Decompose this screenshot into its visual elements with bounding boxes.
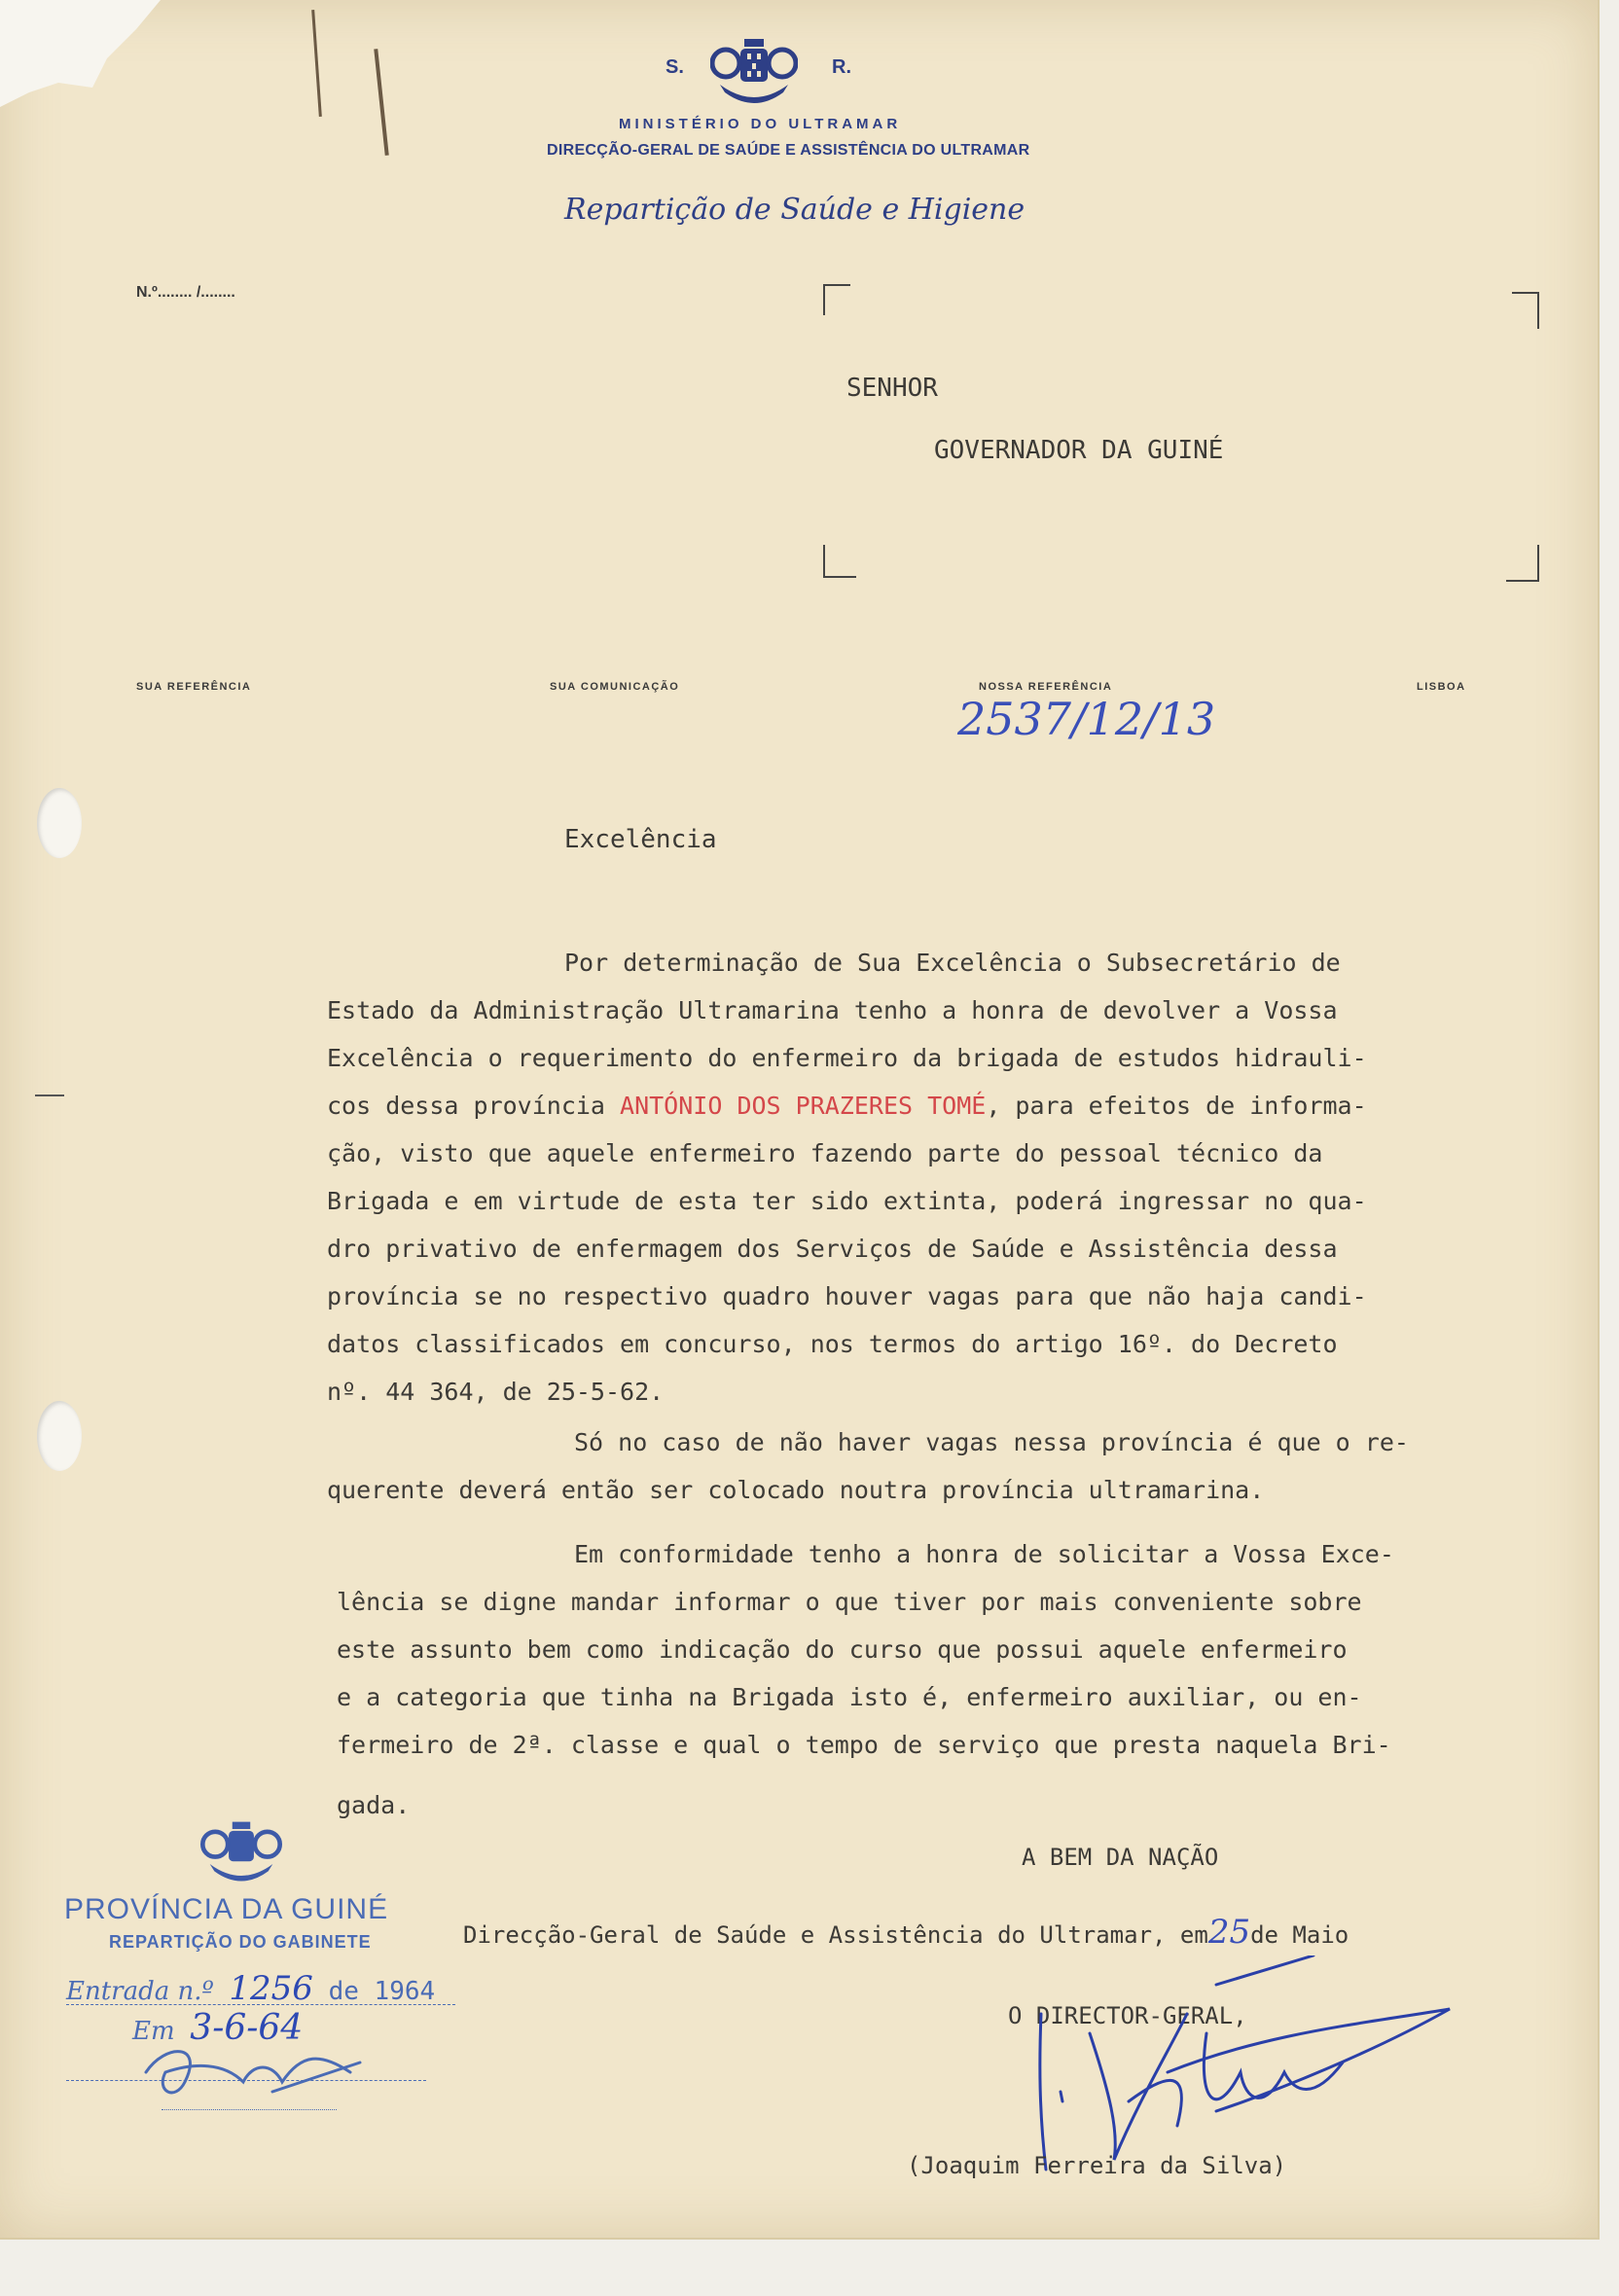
body-text: cos dessa província xyxy=(327,1092,621,1120)
label-sua-comunicacao: SUA COMUNICAÇÃO xyxy=(550,681,680,693)
stamp-rule xyxy=(66,2080,426,2081)
closing-place-date xyxy=(463,1913,1349,1952)
body-line-with-name xyxy=(327,1092,1367,1120)
window-bracket-bl xyxy=(823,545,856,578)
binder-mark xyxy=(374,49,388,156)
stamp-entry-label: Entrada n.º xyxy=(66,1977,214,2006)
addressee-line2: GOVERNADOR DA GUINÉ xyxy=(934,436,1224,465)
body-line: este assunto bem como indicação do curso que possui aquele enfermeiro xyxy=(337,1635,1348,1664)
signatory-title: O DIRECTOR-GERAL, xyxy=(1008,2002,1247,2029)
body-line: querente deverá então ser colocado noutra província ultramarina. xyxy=(327,1476,1265,1504)
addressee-line1: SENHOR xyxy=(846,374,938,403)
stamp-rule xyxy=(162,2109,337,2110)
stamp-entry-number: 1256 xyxy=(229,1969,313,2008)
body-line: nº. 44 364, de 25-5-62. xyxy=(327,1378,665,1406)
stamp-province: PROVÍNCIA DA GUINÉ xyxy=(64,1893,389,1925)
window-bracket-tl xyxy=(823,284,850,315)
body-line: Brigada e em virtude de esta ter sido extinta, poderá ingressar no qua- xyxy=(327,1187,1367,1215)
body-line: gada. xyxy=(337,1791,411,1819)
department-name: Repartição de Saúde e Higiene xyxy=(564,193,1025,227)
stamp-year: de 1964 xyxy=(328,1977,436,2006)
binder-mark xyxy=(311,10,322,117)
margin-mark xyxy=(35,1094,64,1096)
label-nossa-referencia: NOSSA REFERÊNCIA xyxy=(979,681,1113,693)
ministry-name: MINISTÉRIO DO ULTRAMAR xyxy=(619,116,902,132)
body-line: Por determinação de Sua Excelência o Subsecretário de xyxy=(564,949,1341,977)
stamp-initials xyxy=(126,2033,379,2121)
body-line: província se no respectivo quadro houver vagas para que não haja candi- xyxy=(327,1282,1367,1310)
place-text: Direcção-Geral de Saúde e Assistência do Ultramar, em xyxy=(463,1921,1208,1949)
body-line: Excelência o requerimento do enfermeiro da brigada de estudos hidrauli- xyxy=(327,1044,1367,1072)
punch-hole xyxy=(37,788,82,858)
month-text: de Maio xyxy=(1250,1921,1349,1949)
stamp-rule xyxy=(66,2004,455,2005)
number-field: N.º........ /........ xyxy=(136,284,235,301)
portuguese-coat-of-arms-icon xyxy=(197,1817,286,1887)
header-letter-s: S. xyxy=(666,56,684,78)
window-bracket-br xyxy=(1506,545,1539,582)
stamp-department: REPARTIÇÃO DO GABINETE xyxy=(109,1932,372,1952)
body-line: Em conformidade tenho a honra de solicitar a Vossa Exce- xyxy=(574,1540,1394,1568)
label-lisboa: LISBOA xyxy=(1417,681,1466,693)
body-line: Estado da Administração Ultramarina tenho a honra de devolver a Vossa xyxy=(327,996,1338,1024)
stamp-entry-line xyxy=(66,1969,435,2008)
body-line: fermeiro de 2ª. classe e qual o tempo de serviço que presta naquela Bri- xyxy=(337,1731,1391,1759)
body-line: Só no caso de não haver vagas nessa província é que o re- xyxy=(574,1428,1409,1456)
stamp-date: 3-6-64 xyxy=(190,2008,304,2048)
body-line: e a categoria que tinha na Brigada isto é, enfermeiro auxiliar, ou en- xyxy=(337,1683,1362,1711)
closing-motto: A BEM DA NAÇÃO xyxy=(1022,1844,1219,1871)
torn-corner xyxy=(0,0,165,117)
signatory-name: (Joaquim Ferreira da Silva) xyxy=(907,2152,1287,2179)
punch-hole xyxy=(37,1401,82,1471)
body-text: , para efeitos de informa- xyxy=(986,1092,1367,1120)
handwritten-day: 25 xyxy=(1207,1913,1251,1952)
body-line: lência se digne mandar informar o que tiver por mais conveniente sobre xyxy=(337,1588,1362,1616)
stamp-em-label: Em xyxy=(132,2017,175,2046)
portuguese-coat-of-arms-icon xyxy=(710,34,798,110)
body-line: dro privativo de enfermagem dos Serviços de Saúde e Assistência dessa xyxy=(327,1235,1338,1263)
label-sua-referencia: SUA REFERÊNCIA xyxy=(136,681,252,693)
body-line: datos classificados em concurso, nos termos do artigo 16º. do Decreto xyxy=(327,1330,1338,1358)
salutation: Excelência xyxy=(564,825,717,854)
direction-name: DIRECÇÃO-GERAL DE SAÚDE E ASSISTÊNCIA DO ULTRAMAR xyxy=(547,142,1030,159)
header-letter-r: R. xyxy=(832,56,851,78)
body-line: ção, visto que aquele enfermeiro fazendo parte do pessoal técnico da xyxy=(327,1139,1323,1167)
window-bracket-tr xyxy=(1512,292,1539,329)
nossa-referencia-value: 2537/12/13 xyxy=(957,693,1216,745)
nurse-name: ANTÓNIO DOS PRAZERES TOMÉ xyxy=(620,1092,987,1120)
